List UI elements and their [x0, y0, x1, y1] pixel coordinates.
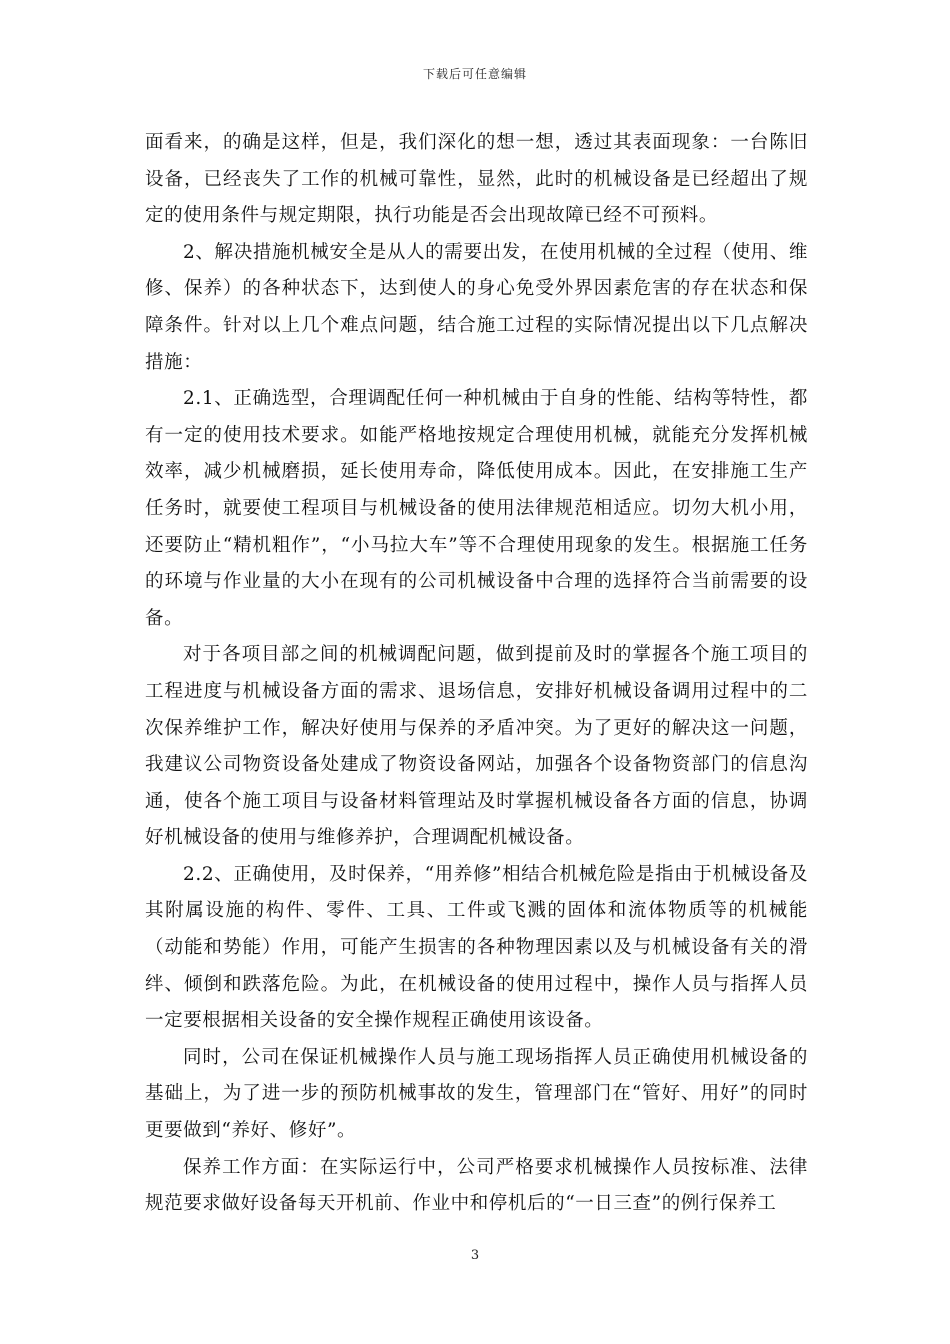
paragraph-1: 面看来，的确是这样，但是，我们深化的想一想，透过其表面现象：一台陈旧设备，已经丧失了工作的机械可靠性，显然，此时的机械设备是已经超出了规定的使用条件与规定期限，执行功能是否会出现故障已经不可预料。: [145, 132, 808, 227]
page-number: 3: [470, 1248, 480, 1263]
paragraph-2: 2、解决措施机械安全是从人的需要出发，在使用机械的全过程（使用、维修、保养）的各种状态下，达到使人的身心免受外界因素危害的存在状态和保障条件。针对以上几个难点问题，结合施工过程的实际情况提出以下几点解决措施：: [145, 241, 808, 373]
paragraph-4: 对于各项目部之间的机械调配问题，做到提前及时的掌握各个施工项目的工程进度与机械设备方面的需求、退场信息，安排好机械设备调用过程中的二次保养维护工作，解决好使用与保养的矛盾冲突。为了更好的解决这一问题，我建议公司物资设备处建成了物资设备网站，加强各个设备物资部门的信息沟通，使各个施工项目与设备材料管理站及时掌握机械设备各方面的信息，协调好机械设备的使用与维修养护，合理调配机械设备。: [145, 644, 808, 849]
paragraph-3: 2.1、正确选型，合理调配任何一种机械由于自身的性能、结构等特性，都有一定的使用技术要求。如能严格地按规定合理使用机械，就能充分发挥机械效率，减少机械磨损，延长使用寿命，降低使用成本。因此，在安排施工生产任务时，就要使工程项目与机械设备的使用法律规范相适应。切勿大机小用，还要防止“精机粗作”，“小马拉大车”等不合理使用现象的发生。根据施工任务的环境与作业量的大小在现有的公司机械设备中合理的选择符合当前需要的设备。: [145, 388, 808, 629]
paragraph-5: 2.2、正确使用，及时保养，“用养修”相结合机械危险是指由于机械设备及其附属设施的构件、零件、工具、工件或飞溅的固体和流体物质等的机械能（动能和势能）作用，可能产生损害的各种物理因素以及与机械设备有关的滑绊、倾倒和跌落危险。为此，在机械设备的使用过程中，操作人员与指挥人员一定要根据相关设备的安全操作规程正确使用该设备。: [145, 863, 808, 1032]
document-body: [145, 125, 808, 1223]
paragraph-6: 同时，公司在保证机械操作人员与施工现场指挥人员正确使用机械设备的基础上，为了进一步的预防机械事故的发生，管理部门在“管好、用好”的同时更要做到“养好、修好”。: [145, 1046, 808, 1142]
page-header: 下载后可任意编辑: [422, 67, 527, 81]
paragraph-7: 保养工作方面：在实际运行中，公司严格要求机械操作人员按标准、法律规范要求做好设备每天开机前、作业中和停机后的“一日三查”的例行保养工: [145, 1156, 808, 1215]
